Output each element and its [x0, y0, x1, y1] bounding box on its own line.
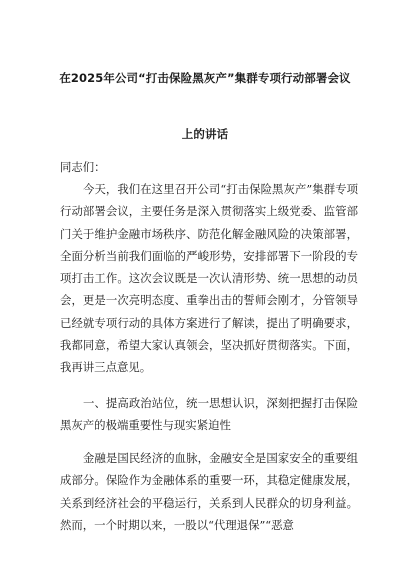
document-title: 在2025年公司“打击保险黑灰产”集群专项行动部署会议: [59, 71, 351, 85]
section-heading-1: 一、提高政治站位，统一思想认识，深刻把握打击保险黑灰产的极端重要性与现实紧迫性: [60, 396, 358, 433]
document-title-continuation: 上的讲话: [181, 127, 229, 141]
body-paragraph: 金融是国民经济的血脉，金融安全是国家安全的重要组成部分。保险作为金融体系的重要一环，其稳定健康发展，关系到经济社会的平稳运行，关系到人民群众的切身利益。然而，一个时期以来，一股以“代理退保”“恶意: [60, 451, 358, 532]
greeting: 同志们：: [60, 160, 106, 174]
opening-paragraph: 今天，我们在这里召开公司“打击保险黑灰产”集群专项行动部署会议，主要任务是深入贯彻落实上级党委、监管部门关于维护金融市场秩序、防范化解金融风险的决策部署，全面分析当前我们面临的严峻形势，安排部署下一阶段的专项打击工作。这次会议既是一次认清形势、统一思想的动员会，更是一次亮明态度、重拳出击的誓师会刚才，分管领导已经就专项行动的具体方案进行了解读，提出了明确要求，我都同意，希望大家认真领会，坚决抓好贯彻落实。下面，我再讲三点意见。: [60, 182, 358, 375]
